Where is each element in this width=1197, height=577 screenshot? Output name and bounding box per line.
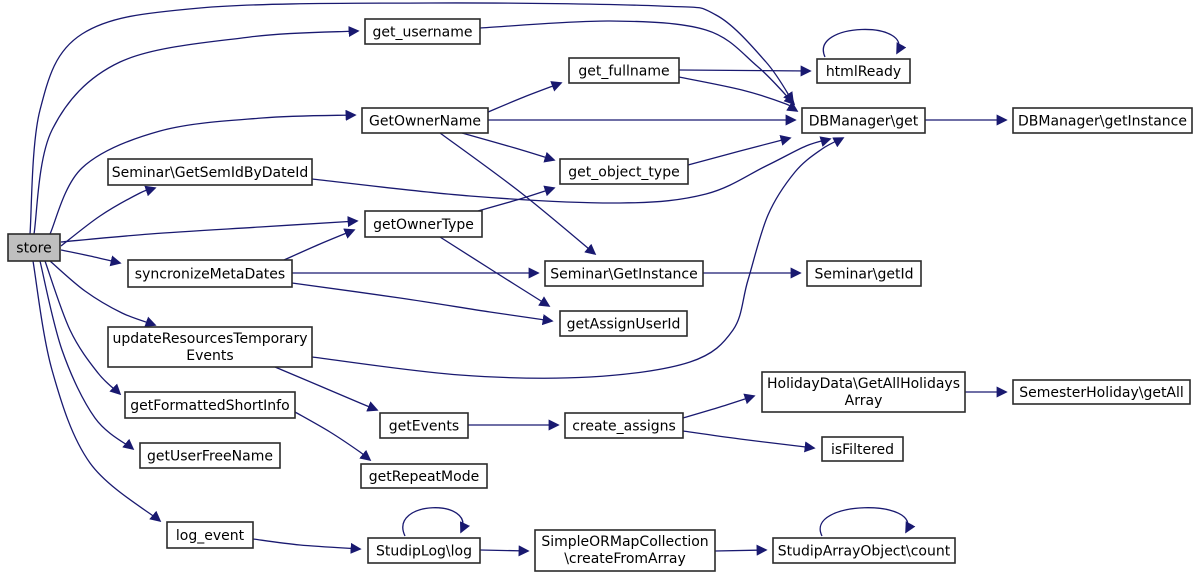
edge-get_object_type-to-DBManagerGet bbox=[688, 138, 790, 165]
node-SeminarGetInstance[interactable] bbox=[545, 261, 703, 286]
edge-StudipArrayObjectCount-to-StudipArrayObjectCount bbox=[820, 508, 908, 536]
node-store bbox=[8, 234, 60, 261]
node-get_username[interactable] bbox=[365, 19, 480, 44]
node-label: get_fullname bbox=[578, 63, 670, 80]
node-label: isFiltered bbox=[830, 442, 895, 458]
node-getRepeatMode[interactable] bbox=[361, 464, 487, 488]
node-label: DBManager\get bbox=[808, 113, 919, 130]
node-label: StudipLog\log bbox=[376, 543, 472, 560]
node-label-line: HolidayData\GetAllHolidays bbox=[767, 376, 960, 392]
node-label: create_assigns bbox=[572, 418, 676, 435]
node-isFiltered[interactable] bbox=[822, 437, 903, 461]
node-label-line: Events bbox=[186, 348, 234, 364]
node-label: getAssignUserId bbox=[566, 316, 681, 333]
node-StudipArrayObjectCount[interactable] bbox=[773, 538, 955, 563]
node-log_event[interactable] bbox=[167, 522, 253, 548]
edge-syncronizeMetaDates-to-getAssignUserId bbox=[292, 283, 552, 321]
node-label-line: updateResourcesTemporary bbox=[112, 331, 308, 347]
edge-GetOwnerName-to-get_fullname bbox=[488, 83, 561, 112]
node-label: GetOwnerName bbox=[369, 113, 481, 130]
node-label: getEvents bbox=[388, 418, 460, 435]
node-label-line: \createFromArray bbox=[564, 551, 686, 567]
node-label: StudipArrayObject\count bbox=[777, 543, 951, 560]
edge-GetOwnerName-to-get_object_type bbox=[462, 133, 554, 160]
node-label: htmlReady bbox=[825, 64, 902, 80]
node-DBManagerGet[interactable] bbox=[802, 108, 925, 133]
edge-syncronizeMetaDates-to-getOwnerType bbox=[284, 230, 354, 260]
node-GetOwnerName[interactable] bbox=[362, 108, 488, 133]
node-getFormattedShortInfo[interactable] bbox=[125, 392, 295, 418]
edge-store-to-log_event bbox=[33, 261, 160, 521]
edge-log_event-to-StudipLogLog bbox=[253, 539, 360, 549]
edge-get_fullname-to-htmlReady bbox=[679, 70, 810, 71]
node-label: Seminar\GetInstance bbox=[550, 266, 698, 283]
edge-store-to-get_username bbox=[34, 31, 358, 234]
node-label: syncronizeMetaDates bbox=[134, 266, 286, 283]
node-label: getFormattedShortInfo bbox=[130, 398, 290, 414]
node-label: get_username bbox=[372, 24, 473, 41]
node-HolidayDataGetAllHolidaysArray[interactable] bbox=[762, 372, 965, 412]
node-label bbox=[541, 534, 708, 567]
node-StudipLogLog[interactable] bbox=[368, 538, 480, 563]
node-getOwnerType[interactable] bbox=[365, 211, 482, 237]
node-DBManagerGetInstance[interactable] bbox=[1013, 108, 1192, 133]
edge-create_assigns-to-HolidayDataGetAllHolidaysArray bbox=[683, 396, 754, 418]
node-get_object_type[interactable] bbox=[560, 159, 688, 184]
node-SeminarGetId[interactable] bbox=[807, 261, 921, 286]
edge-getOwnerType-to-getAssignUserId bbox=[440, 237, 549, 306]
node-label: Seminar\GetSemIdByDateId bbox=[111, 165, 309, 181]
edge-getFormattedShortInfo-to-getRepeatMode bbox=[295, 412, 370, 460]
edge-store-to-getOwnerType bbox=[61, 221, 357, 242]
node-label: log_event bbox=[175, 528, 245, 544]
edge-StudipLogLog-to-StudipLogLog bbox=[403, 508, 463, 536]
node-syncronizeMetaDates[interactable] bbox=[128, 260, 292, 287]
node-label: SemesterHoliday\getAll bbox=[1019, 385, 1184, 401]
node-SimpleORMapCollectionCreateFromArray[interactable] bbox=[535, 530, 715, 571]
node-htmlReady[interactable] bbox=[817, 59, 910, 83]
node-create_assigns[interactable] bbox=[565, 413, 683, 438]
edge-store-to-syncronizeMetaDates bbox=[61, 250, 120, 263]
node-label-line: Array bbox=[844, 393, 883, 409]
node-label: getUserFreeName bbox=[147, 448, 273, 465]
node-get_fullname[interactable] bbox=[569, 58, 679, 83]
node-label: getRepeatMode bbox=[368, 469, 480, 485]
edge-htmlReady-to-htmlReady bbox=[823, 29, 899, 57]
node-getUserFreeName[interactable] bbox=[140, 443, 280, 468]
node-SeminarGetSemIdByDateId[interactable] bbox=[108, 159, 312, 185]
node-getEvents[interactable] bbox=[380, 413, 468, 438]
node-label: store bbox=[16, 240, 52, 257]
node-label: DBManager\getInstance bbox=[1017, 113, 1188, 130]
node-SemesterHolidayGetAll[interactable] bbox=[1013, 380, 1190, 404]
edge-StudipLogLog-to-SimpleORMapCollectionCreateFromArray bbox=[480, 550, 528, 551]
edge-SimpleORMapCollectionCreateFromArray-to-StudipArrayObjectCount bbox=[715, 550, 766, 551]
edge-get_fullname-to-DBManagerGet bbox=[679, 77, 797, 111]
edge-create_assigns-to-isFiltered bbox=[683, 431, 814, 448]
node-updateResourcesTemporaryEvents[interactable] bbox=[108, 327, 312, 367]
node-label: getOwnerType bbox=[373, 217, 474, 233]
node-label: Seminar\getId bbox=[814, 266, 914, 283]
node-label-line: SimpleORMapCollection bbox=[541, 534, 709, 550]
node-getAssignUserId[interactable] bbox=[560, 311, 687, 336]
node-label: get_object_type bbox=[568, 164, 680, 181]
